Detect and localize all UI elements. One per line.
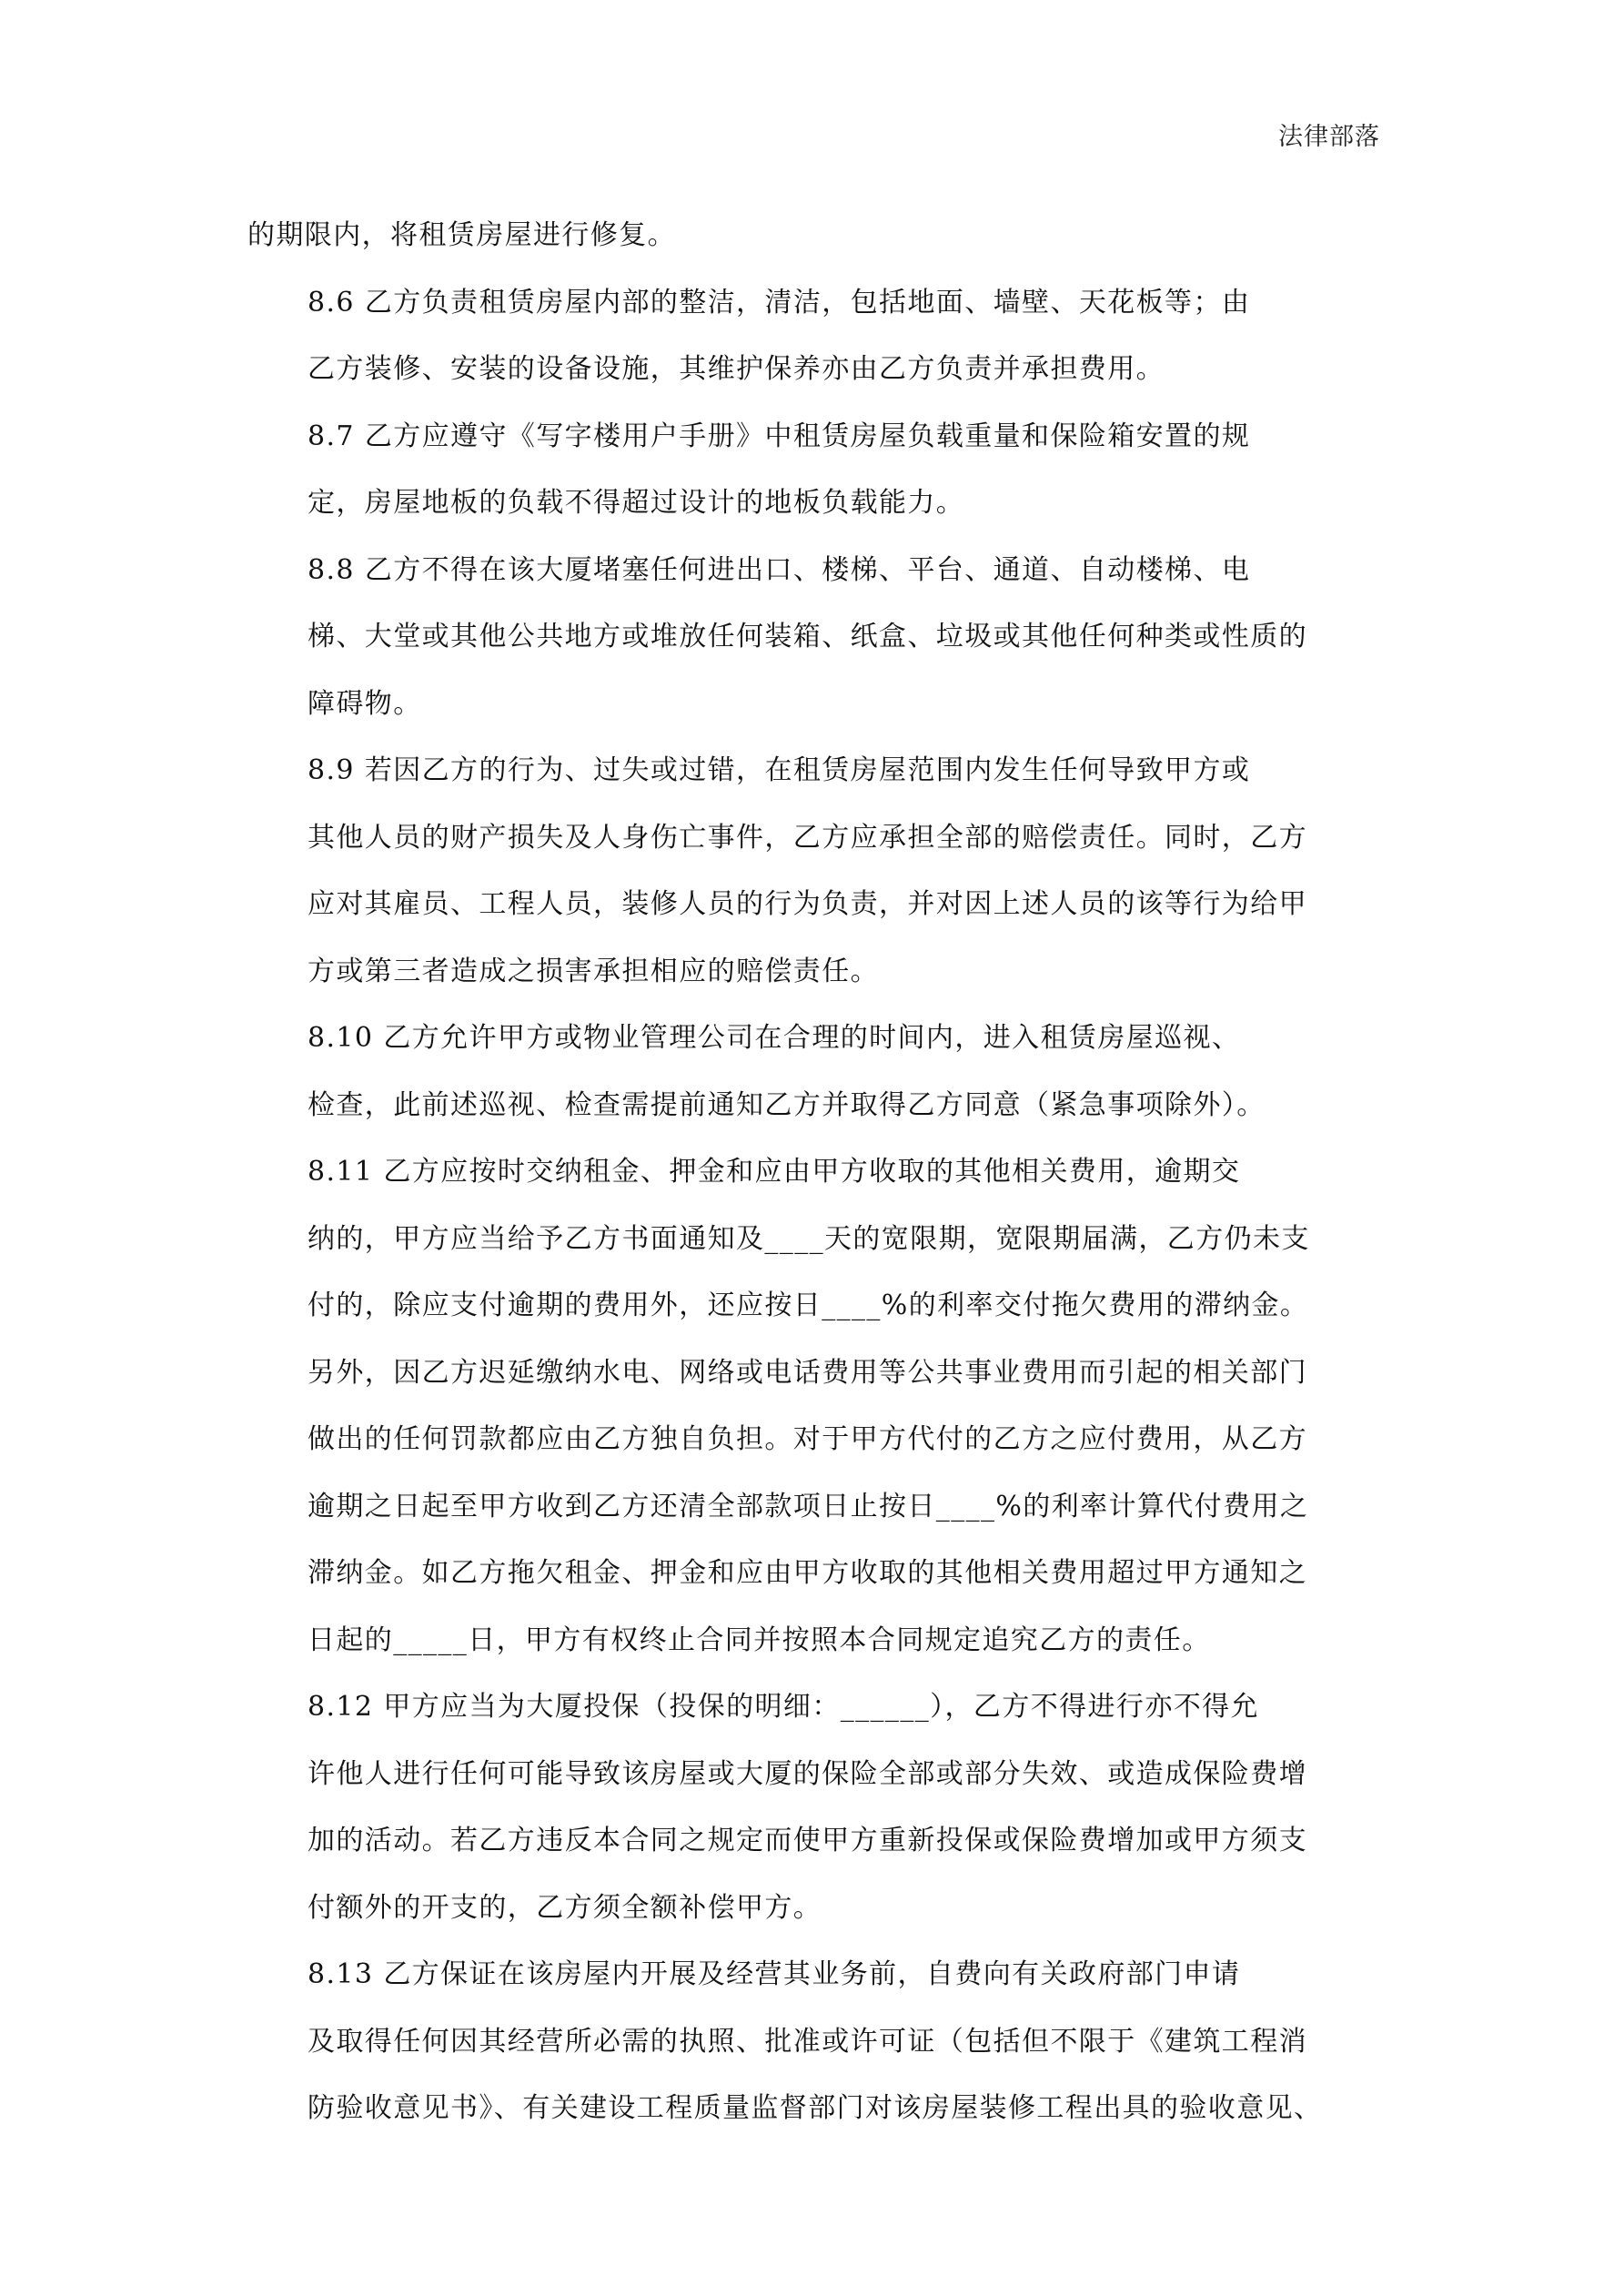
text-line: 防验收意见书》、有关建设工程质量监督部门对该房屋装修工程出具的验收意见、 — [308, 2092, 1323, 2124]
text-line: 付的，除应支付逾期的费用外，还应按日____%的利率交付拖欠费用的滞纳金。 — [308, 1290, 1309, 1321]
text-line: 的期限内，将租赁房屋进行修复。 — [247, 219, 676, 251]
clause-8-7 — [247, 403, 1377, 537]
text-line: 8.9 若因乙方的行为、过失或过错，在租赁房屋范围内发生任何导致甲方或 — [308, 754, 1251, 786]
clause-8-10 — [247, 1005, 1377, 1138]
text-line: 应对其雇员、工程人员，装修人员的行为负责，并对因上述人员的该等行为给甲 — [308, 888, 1307, 920]
text-line: 梯、大堂或其他公共地方或堆放任何装箱、纸盒、垃圾或其他任何种类或性质的 — [308, 621, 1307, 652]
clause-8-8 — [247, 537, 1377, 738]
clause-8-13 — [247, 1941, 1377, 2142]
text-line: 做出的任何罚款都应由乙方独自负担。对于甲方代付的乙方之应付费用，从乙方 — [308, 1423, 1307, 1455]
text-line: 8.10 乙方允许甲方或物业管理公司在合理的时间内，进入租赁房屋巡视、 — [308, 1022, 1241, 1054]
clause-8-11 — [247, 1138, 1377, 1674]
text-line: 障碍物。 — [308, 687, 422, 720]
text-line: 方或第三者造成之损害承担相应的赔偿责任。 — [308, 955, 879, 987]
text-line: 许他人进行任何可能导致该房屋或大厦的保险全部或部分失效、或造成保险费增 — [308, 1757, 1307, 1790]
text-line: 8.6 乙方负责租赁房屋内部的整洁，清洁，包括地面、墙壁、天花板等；由 — [308, 286, 1251, 319]
text-line: 日起的_____日，甲方有权终止合同并按照本合同规定追究乙方的责任。 — [308, 1623, 1211, 1656]
clause-8-6 — [247, 269, 1377, 403]
text-line: 及取得任何因其经营所必需的执照、批准或许可证（包括但不限于《建筑工程消 — [308, 2025, 1307, 2058]
document-body — [247, 202, 1377, 2142]
text-line: 纳的，甲方应当给予乙方书面通知及____天的宽限期，宽限期届满，乙方仍未支 — [308, 1222, 1310, 1255]
clause-8-9 — [247, 737, 1377, 1005]
text-line: 付额外的开支的，乙方须全额补偿甲方。 — [308, 1891, 822, 1924]
text-line: 检查，此前述巡视、检查需提前通知乙方并取得乙方同意（紧急事项除外）。 — [308, 1088, 1266, 1121]
text-line: 加的活动。若乙方违反本合同之规定而使甲方重新投保或保险费增加或甲方须支 — [308, 1825, 1307, 1856]
text-line: 8.7 乙方应遵守《写字楼用户手册》中租赁房屋负载重量和保险箱安置的规 — [308, 420, 1251, 452]
text-line: 8.8 乙方不得在该大厦堵塞任何进出口、楼梯、平台、通道、自动楼梯、电 — [308, 553, 1251, 586]
header-tag: 法律部落 — [1278, 123, 1380, 151]
text-line: 另外，因乙方迟延缴纳水电、网络或电话费用等公共事业费用而引起的相关部门 — [308, 1356, 1307, 1389]
clause-8-12 — [247, 1674, 1377, 1941]
text-line: 逾期之日起至甲方收到乙方还清全部款项日止按日____%的利率计算代付费用之 — [308, 1490, 1309, 1522]
paragraph-continuation — [247, 202, 1377, 269]
text-line: 8.13 乙方保证在该房屋内开展及经营其业务前，自费向有关政府部门申请 — [308, 1958, 1241, 1990]
text-line: 8.11 乙方应按时交纳租金、押金和应由甲方收取的其他相关费用，逾期交 — [308, 1156, 1241, 1188]
text-line: 滞纳金。如乙方拖欠租金、押金和应由甲方收取的其他相关费用超过甲方通知之 — [308, 1557, 1307, 1589]
text-line: 定，房屋地板的负载不得超过设计的地板负载能力。 — [308, 487, 965, 519]
text-line: 乙方装修、安装的设备设施，其维护保养亦由乙方负责并承担费用。 — [308, 353, 1165, 385]
text-line: 8.12 甲方应当为大厦投保（投保的明细：______），乙方不得进行亦不得允 — [308, 1691, 1259, 1723]
text-line: 其他人员的财产损失及人身伤亡事件，乙方应承担全部的赔偿责任。同时，乙方 — [308, 821, 1307, 854]
